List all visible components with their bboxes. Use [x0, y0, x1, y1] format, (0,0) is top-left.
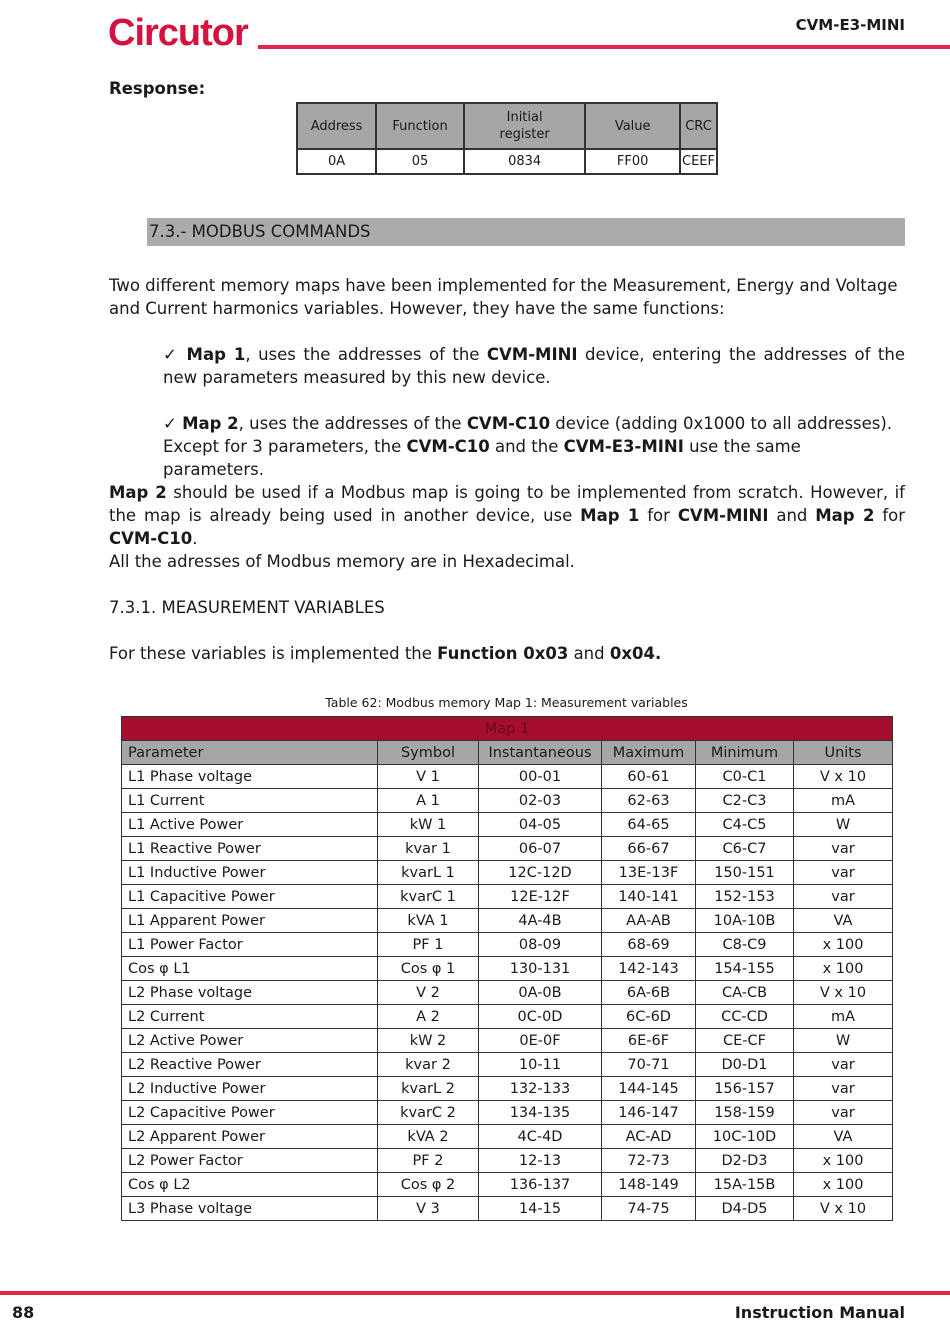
table-row [122, 1077, 893, 1101]
table-cell: L1 Phase voltage [122, 765, 378, 789]
table-cell: kvar 1 [378, 837, 479, 861]
table-cell: kvarL 2 [378, 1077, 479, 1101]
table-cell: 02-03 [479, 789, 602, 813]
table-cell: kVA 2 [378, 1125, 479, 1149]
table-cell: CA-CB [696, 981, 794, 1005]
table-cell: 12-13 [479, 1149, 602, 1173]
table-row [122, 885, 893, 909]
table-row [122, 1173, 893, 1197]
table-caption: Table 62: Modbus memory Map 1: Measurement variables [325, 695, 688, 710]
table-cell: C0-C1 [696, 765, 794, 789]
table-cell: mA [794, 789, 893, 813]
cell: 05 [376, 149, 464, 174]
table-cell: 10A-10B [696, 909, 794, 933]
page-number: 88 [12, 1303, 35, 1322]
table-cell: 6E-6F [602, 1029, 696, 1053]
section-title: 7.3.- MODBUS COMMANDS [149, 222, 371, 241]
table-cell: L3 Phase voltage [122, 1197, 378, 1221]
cell: CEEF [680, 149, 717, 174]
table-row [122, 1005, 893, 1029]
table-cell: kVA 1 [378, 909, 479, 933]
table-cell: x 100 [794, 957, 893, 981]
bold-text: CVM-C10 [466, 414, 551, 433]
check-icon: ✓ [163, 414, 177, 433]
table-cell: 148-149 [602, 1173, 696, 1197]
table-cell: 6C-6D [602, 1005, 696, 1029]
map-title: Map 1 [122, 717, 893, 741]
table-cell: L1 Reactive Power [122, 837, 378, 861]
table-cell: 08-09 [479, 933, 602, 957]
text: For these variables is implemented the [109, 644, 438, 663]
measurement-table [121, 716, 893, 1221]
table-cell: 06-07 [479, 837, 602, 861]
bold-text: Function 0x03 [437, 644, 569, 663]
table-cell: V x 10 [794, 765, 893, 789]
table-cell: 154-155 [696, 957, 794, 981]
model-title: CVM-E3-MINI [795, 16, 905, 34]
text: and [568, 644, 610, 663]
table-cell: 150-151 [696, 861, 794, 885]
bold-text: CVM-MINI [677, 506, 769, 525]
bullet-map2 [163, 412, 905, 481]
table-cell: L2 Capacitive Power [122, 1101, 378, 1125]
bold-text: 0x04. [609, 644, 662, 663]
table-cell: 6A-6B [602, 981, 696, 1005]
table-cell: 130-131 [479, 957, 602, 981]
text: , uses the addresses of the [238, 414, 467, 433]
table-cell: L2 Reactive Power [122, 1053, 378, 1077]
table-cell: D2-D3 [696, 1149, 794, 1173]
table-cell: 140-141 [602, 885, 696, 909]
table-cell: kvar 2 [378, 1053, 479, 1077]
table-cell: V x 10 [794, 1197, 893, 1221]
table-cell: var [794, 1053, 893, 1077]
text: and [768, 506, 816, 525]
table-cell: Cos φ L1 [122, 957, 378, 981]
cell: FF00 [585, 149, 680, 174]
table-cell: 60-61 [602, 765, 696, 789]
table-cell: kvarL 1 [378, 861, 479, 885]
col-header: Instantaneous [479, 741, 602, 765]
table-cell: 146-147 [602, 1101, 696, 1125]
table-cell: 0E-0F [479, 1029, 602, 1053]
table-cell: 72-73 [602, 1149, 696, 1173]
bold-text: Map 2 [815, 506, 875, 525]
footer-title: Instruction Manual [734, 1303, 905, 1322]
table-cell: AC-AD [602, 1125, 696, 1149]
table-cell: 0C-0D [479, 1005, 602, 1029]
table-cell: 136-137 [479, 1173, 602, 1197]
table-cell: kW 2 [378, 1029, 479, 1053]
text: should be used if a Modbus map is going to be implemented from scratch. However, if the map is already being used in another device, use [109, 483, 905, 525]
table-cell: V 3 [378, 1197, 479, 1221]
intro-paragraph: Two different memory maps have been implemented for the Measurement, Energy and Voltage and Current harmonics variables. However, they have the same functions: [109, 276, 898, 318]
table-cell: 62-63 [602, 789, 696, 813]
table-cell: var [794, 1077, 893, 1101]
function-paragraph [109, 642, 909, 665]
table-cell: AA-AB [602, 909, 696, 933]
bold-text: Map 2 [182, 414, 239, 433]
hex-note: All the adresses of Modbus memory are in Hexadecimal. [109, 552, 575, 571]
col-header: Value [585, 103, 680, 149]
col-header: CRC [680, 103, 717, 149]
table-cell: L2 Current [122, 1005, 378, 1029]
table-row [122, 1149, 893, 1173]
table-cell: 64-65 [602, 813, 696, 837]
section-heading [147, 218, 905, 246]
table-cell: Cos φ 2 [378, 1173, 479, 1197]
col-header: Maximum [602, 741, 696, 765]
text: device, entering the addresses of the new parameters measured by this new device. [163, 345, 906, 387]
table-cell: VA [794, 909, 893, 933]
text: device (adding 0x1000 to all addresses). [550, 414, 893, 433]
bold-text: CVM-C10 [406, 437, 490, 456]
table-cell: Cos φ L2 [122, 1173, 378, 1197]
table-cell: 132-133 [479, 1077, 602, 1101]
cell: 0834 [464, 149, 585, 174]
table-cell: 142-143 [602, 957, 696, 981]
text: for [874, 506, 906, 525]
table-cell: 12C-12D [479, 861, 602, 885]
col-header: Parameter [122, 741, 378, 765]
table-cell: kvarC 1 [378, 885, 479, 909]
table-cell: var [794, 1101, 893, 1125]
table-cell: L2 Apparent Power [122, 1125, 378, 1149]
table-cell: L2 Phase voltage [122, 981, 378, 1005]
bold-text: CVM-E3-MINI [563, 437, 684, 456]
text: use the same parameters. [163, 437, 801, 479]
col-header: Minimum [696, 741, 794, 765]
table-cell: 158-159 [696, 1101, 794, 1125]
table-row [122, 1125, 893, 1149]
table-cell: CE-CF [696, 1029, 794, 1053]
table-cell: D0-D1 [696, 1053, 794, 1077]
table-cell: 12E-12F [479, 885, 602, 909]
table-cell: var [794, 885, 893, 909]
table-cell: 4C-4D [479, 1125, 602, 1149]
table-row [122, 765, 893, 789]
table-row [122, 837, 893, 861]
table-cell: 70-71 [602, 1053, 696, 1077]
table-row [122, 1029, 893, 1053]
table-cell: kvarC 2 [378, 1101, 479, 1125]
text: Except for 3 parameters, the [163, 437, 407, 456]
table-cell: D4-D5 [696, 1197, 794, 1221]
table-cell: 74-75 [602, 1197, 696, 1221]
col-header: Units [794, 741, 893, 765]
table-cell: L1 Active Power [122, 813, 378, 837]
table-cell: L1 Inductive Power [122, 861, 378, 885]
table-row [122, 933, 893, 957]
text: and the [489, 437, 564, 456]
response-label: Response: [109, 79, 206, 98]
table-cell: L1 Current [122, 789, 378, 813]
table-cell: x 100 [794, 1149, 893, 1173]
table-cell: A 1 [378, 789, 479, 813]
table-cell: 10-11 [479, 1053, 602, 1077]
table-cell: var [794, 861, 893, 885]
table-cell: L1 Capacitive Power [122, 885, 378, 909]
table-cell: 04-05 [479, 813, 602, 837]
header-rule [258, 45, 950, 49]
table-cell: 14-15 [479, 1197, 602, 1221]
circutor-logo: Circutor [108, 12, 248, 54]
table-cell: x 100 [794, 933, 893, 957]
table-cell: PF 2 [378, 1149, 479, 1173]
table-cell: W [794, 813, 893, 837]
col-header: Symbol [378, 741, 479, 765]
table-cell: PF 1 [378, 933, 479, 957]
response-header-row [297, 103, 717, 149]
table-cell: 68-69 [602, 933, 696, 957]
bold-text: CVM-MINI [486, 345, 578, 364]
table-cell: W [794, 1029, 893, 1053]
bold-text: CVM-C10 [109, 529, 193, 548]
table-row [122, 1053, 893, 1077]
text: , uses the addresses of the [245, 345, 487, 364]
text: . [192, 529, 198, 548]
table-cell: V x 10 [794, 981, 893, 1005]
col-header: Initial register [464, 103, 585, 149]
table-row [122, 957, 893, 981]
table-cell: L1 Apparent Power [122, 909, 378, 933]
response-table [296, 102, 718, 175]
map2-paragraph [109, 481, 905, 550]
table-cell: 10C-10D [696, 1125, 794, 1149]
table-cell: A 2 [378, 1005, 479, 1029]
table-cell: V 2 [378, 981, 479, 1005]
table-cell: 4A-4B [479, 909, 602, 933]
table-cell: C6-C7 [696, 837, 794, 861]
table-cell: 0A-0B [479, 981, 602, 1005]
table-cell: L2 Power Factor [122, 1149, 378, 1173]
table-cell: 156-157 [696, 1077, 794, 1101]
table-cell: 00-01 [479, 765, 602, 789]
bullet-map1 [163, 343, 905, 389]
table-cell: CC-CD [696, 1005, 794, 1029]
table-cell: L1 Power Factor [122, 933, 378, 957]
table-cell: 144-145 [602, 1077, 696, 1101]
bold-text: Map 1 [186, 345, 246, 364]
table-cell: 66-67 [602, 837, 696, 861]
table-cell: var [794, 837, 893, 861]
table-cell: VA [794, 1125, 893, 1149]
table-cell: L2 Inductive Power [122, 1077, 378, 1101]
table-row [122, 813, 893, 837]
text: for [639, 506, 678, 525]
table-cell: mA [794, 1005, 893, 1029]
response-row [297, 149, 717, 174]
footer-rule [0, 1291, 950, 1295]
table-cell: C4-C5 [696, 813, 794, 837]
subsection-heading: 7.3.1. MEASUREMENT VARIABLES [109, 598, 385, 617]
table-cell: 15A-15B [696, 1173, 794, 1197]
table-cell: x 100 [794, 1173, 893, 1197]
table-row [122, 909, 893, 933]
col-header: Address [297, 103, 376, 149]
table-cell: C2-C3 [696, 789, 794, 813]
table-cell: C8-C9 [696, 933, 794, 957]
table-cell: V 1 [378, 765, 479, 789]
table-cell: Cos φ 1 [378, 957, 479, 981]
table-cell: L2 Active Power [122, 1029, 378, 1053]
table-row [122, 1197, 893, 1221]
table-cell: 152-153 [696, 885, 794, 909]
bold-text: Map 2 [109, 483, 167, 502]
table-row [122, 1101, 893, 1125]
col-header: Function [376, 103, 464, 149]
check-icon: ✓ [163, 345, 180, 364]
table-cell: 134-135 [479, 1101, 602, 1125]
table-row [122, 861, 893, 885]
table-cell: 13E-13F [602, 861, 696, 885]
cell: 0A [297, 149, 376, 174]
table-cell: kW 1 [378, 813, 479, 837]
table-row [122, 981, 893, 1005]
table-row [122, 789, 893, 813]
bold-text: Map 1 [580, 506, 640, 525]
map-row [122, 717, 893, 741]
header-row [122, 741, 893, 765]
